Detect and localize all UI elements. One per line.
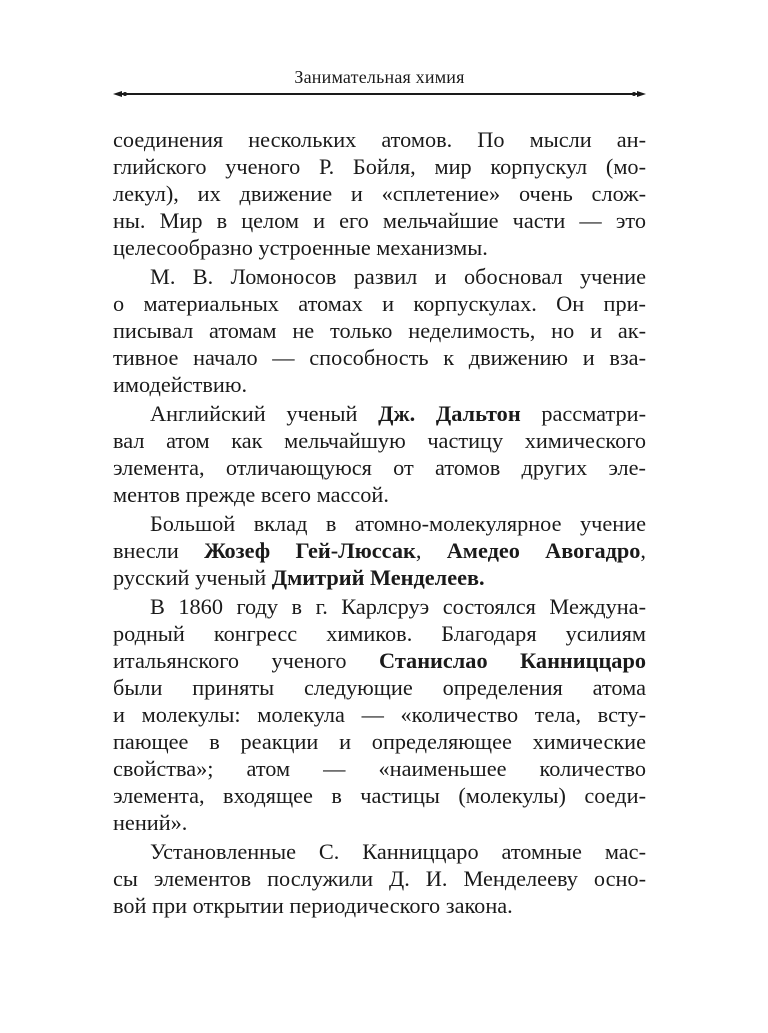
bold-name: Дмитрий Менделеев. [271,565,485,590]
running-header [113,64,646,104]
text-line: элемента, отличающуюся от атомов других эле- [113,455,646,480]
text-line: Английский ученый Дж. Дальтон рассматри- [150,401,646,426]
text-line: целесообразно устроенные механизмы. [113,235,488,260]
text-line: элемента, входящее в частицы (молекулы) соеди- [113,783,646,808]
text-line: сы элементов послужили Д. И. Менделееву осно- [113,866,646,891]
header-ornamental-rule [113,88,646,100]
text-line: Установленные С. Канниццаро атомные мас- [150,839,646,864]
text-line: нений». [113,810,188,835]
text-line: внесли Жозеф Гей-Люссак, Амедео Авогадро, [113,538,646,563]
text-line: соединения нескольких атомов. По мысли ан- [113,127,646,152]
text-line: итальянского ученого Станислао Канниццаро [113,648,647,673]
text-line: глийского ученого Р. Бойля, мир корпускул (мо- [113,154,646,179]
text-line: ментов прежде всего массой. [113,482,389,507]
bold-name: Дж. Дальтон [378,401,521,426]
text-line: и молекулы: молекула — «количество тела, всту- [113,702,646,727]
bold-name: Станислао Канниццаро [379,648,647,673]
bold-name: Амедео Авогадро [446,538,641,563]
text-line: М. В. Ломоносов развил и обосновал учение [150,264,646,289]
text-line: пающее в реакции и определяющее химические [113,729,646,754]
text-line: родный конгресс химиков. Благодаря усилиям [113,621,646,646]
text-line: вой при открытии периодического закона. [113,893,513,918]
text-line: вал атом как мельчайшую частицу химического [113,428,646,453]
text-line: ны. Мир в целом и его мельчайшие части — это [113,208,646,233]
text-line: писывал атомам не только неделимость, но и ак- [113,318,646,343]
text-line: имодействию. [113,372,248,397]
running-header-title: Занимательная химия [294,67,465,87]
text-line: свойства»; атом — «наименьшее количество [113,756,646,781]
bold-name: Жозеф Гей-Люссак [204,538,416,563]
text-line: о материальных атомах и корпускулах. Он при- [113,291,646,316]
text-line: лекул), их движение и «сплетение» очень слож- [113,181,646,206]
text-line: В 1860 году в г. Карлсруэ состоялся Междуна- [150,594,646,619]
body-text [113,126,646,919]
text-line: русский ученый Дмитрий Менделеев. [113,565,485,590]
text-line: Большой вклад в атомно-молекулярное учение [150,511,646,536]
text-line: были приняты следующие определения атома [113,675,646,700]
text-line: тивное начало — способность к движению и вза- [113,345,646,370]
